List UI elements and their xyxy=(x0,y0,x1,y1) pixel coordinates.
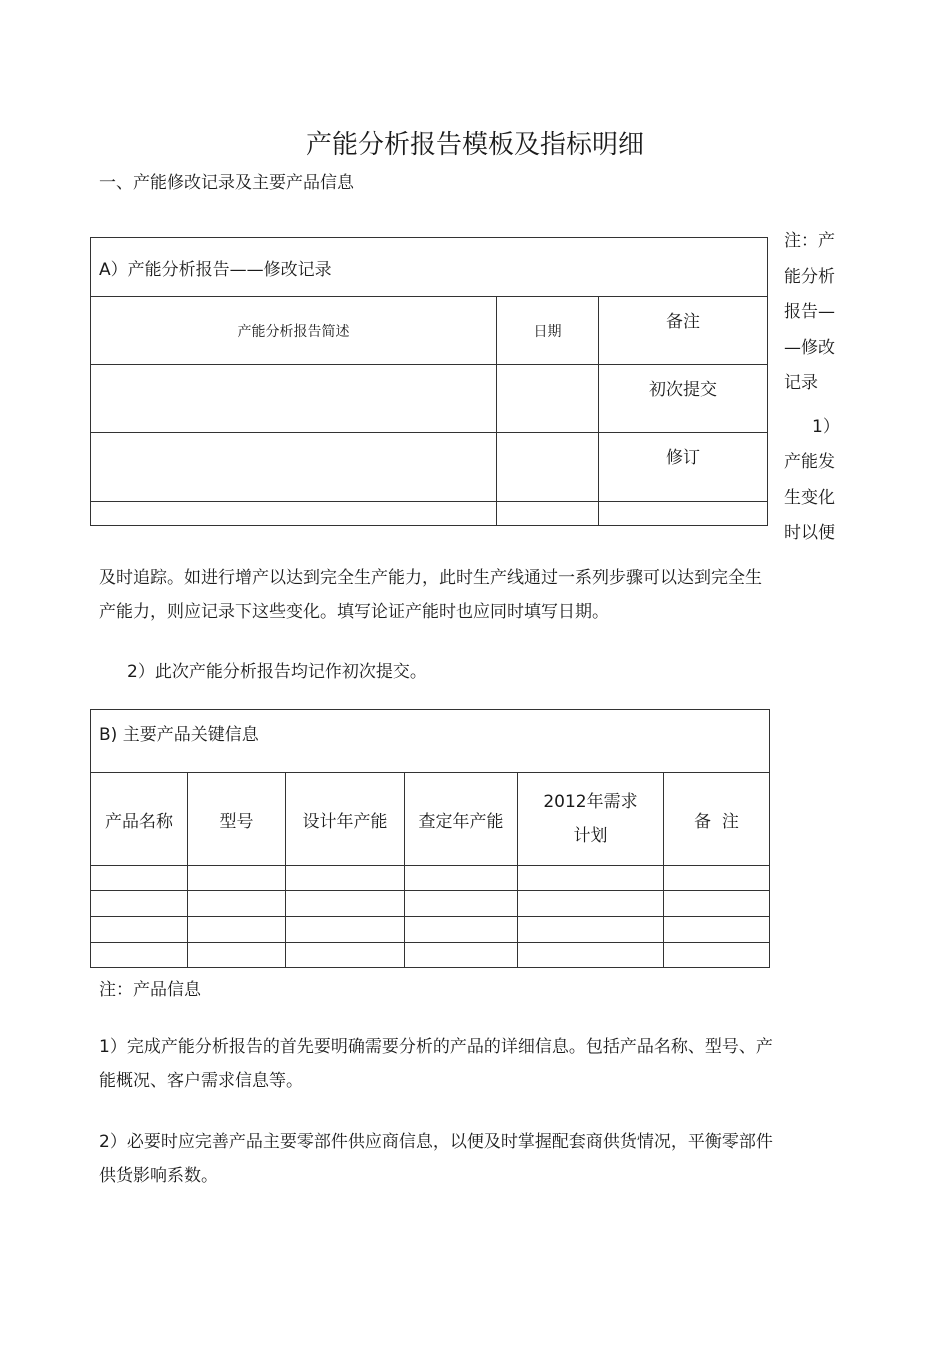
table-cell xyxy=(91,891,188,917)
table-cell xyxy=(91,866,188,891)
side-note-line: 产能发 xyxy=(784,452,835,472)
table-cell xyxy=(91,917,188,943)
paragraph-line: 能概况、客户需求信息等。 xyxy=(99,1071,303,1091)
paragraph-line: 2）必要时应完善产品主要零部件供应商信息，以便及时掌握配套商供货情况，平衡零部件 xyxy=(99,1132,773,1152)
side-note-line: 时以便 xyxy=(784,523,835,543)
side-note-line: 能分析 xyxy=(784,266,835,287)
table-cell xyxy=(91,365,497,433)
table-cell xyxy=(286,943,405,968)
side-note-line: 注：产 xyxy=(784,231,835,251)
table-a-caption: A）产能分析报告——修改记录 xyxy=(91,238,768,297)
paragraph-line: 供货影响系数。 xyxy=(99,1166,218,1186)
table-cell xyxy=(518,866,664,891)
table-cell xyxy=(286,891,405,917)
side-note-line: 1） xyxy=(812,416,840,437)
table-cell xyxy=(188,943,286,968)
table-cell: 修订 xyxy=(599,433,768,502)
side-note-line: —修改 xyxy=(784,337,835,358)
table-cell xyxy=(91,502,497,526)
note-b-item2 xyxy=(99,1125,819,1193)
product-info-table xyxy=(90,709,770,968)
section-heading: 一、产能修改记录及主要产品信息 xyxy=(99,173,354,193)
header-date: 日期 xyxy=(497,297,599,365)
table-cell xyxy=(188,891,286,917)
side-note-spacer xyxy=(784,402,844,410)
table-cell: 初次提交 xyxy=(599,365,768,433)
table-cell xyxy=(91,943,188,968)
table-cell xyxy=(286,917,405,943)
table-cell xyxy=(599,502,768,526)
side-note-line: 报告— xyxy=(784,302,835,322)
note-a2: 2）此次产能分析报告均记作初次提交。 xyxy=(127,662,427,682)
table-cell xyxy=(286,866,405,891)
table-cell xyxy=(405,917,518,943)
table-cell xyxy=(664,891,770,917)
header-summary: 产能分析报告简述 xyxy=(91,297,497,365)
header-remark: 备 注 xyxy=(664,773,770,866)
table-cell xyxy=(664,917,770,943)
table-cell xyxy=(518,943,664,968)
paragraph-line: 产能力，则应记录下这些变化。填写论证产能时也应同时填写日期。 xyxy=(99,602,609,622)
table-cell xyxy=(497,433,599,502)
table-cell xyxy=(405,943,518,968)
table-cell xyxy=(518,891,664,917)
table-cell xyxy=(91,433,497,502)
table-cell xyxy=(664,866,770,891)
header-design-capacity: 设计年产能 xyxy=(286,773,405,866)
header-model: 型号 xyxy=(188,773,286,866)
table-cell xyxy=(188,917,286,943)
table-cell xyxy=(188,866,286,891)
header-rated-capacity: 查定年产能 xyxy=(405,773,518,866)
document-title: 产能分析报告模板及指标明细 xyxy=(305,130,644,160)
paragraph-line: 1）完成产能分析报告的首先要明确需要分析的产品的详细信息。包括产品名称、型号、产 xyxy=(99,1037,773,1057)
table-cell xyxy=(405,866,518,891)
header-remark: 备注 xyxy=(599,297,768,365)
table-cell xyxy=(497,502,599,526)
paragraph-line: 及时追踪。如进行增产以达到完全生产能力，此时生产线通过一系列步骤可以达到完全生 xyxy=(99,568,762,588)
header-product-name: 产品名称 xyxy=(91,773,188,866)
table-b-caption: B) 主要产品关键信息 xyxy=(91,710,770,773)
header-demand-plan: 2012年需求计划 xyxy=(518,773,664,866)
table-cell xyxy=(664,943,770,968)
note-a1-continued xyxy=(99,561,819,629)
side-note xyxy=(784,224,844,552)
side-note-line: 生变化 xyxy=(784,487,835,508)
table-cell xyxy=(497,365,599,433)
table-cell xyxy=(405,891,518,917)
revision-record-table xyxy=(90,237,768,526)
side-note-line: 记录 xyxy=(784,373,818,393)
table-cell xyxy=(518,917,664,943)
note-b-title: 注：产品信息 xyxy=(99,980,201,1000)
note-b-item1 xyxy=(99,1030,819,1098)
